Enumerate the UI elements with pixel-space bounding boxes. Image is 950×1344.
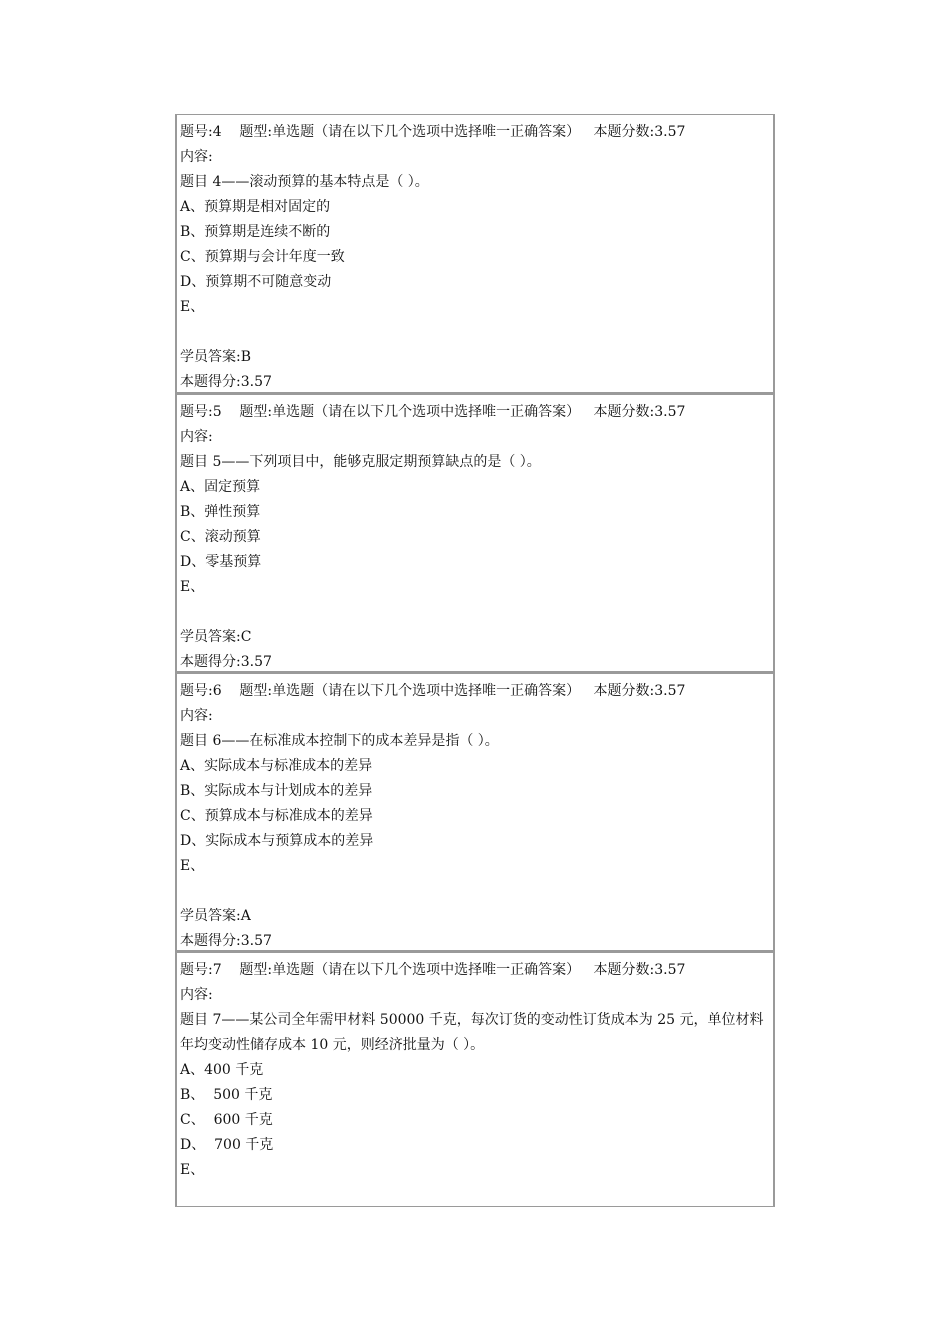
question-stem: 题目 6——在标准成本控制下的成本差异是指（ ）。 <box>180 733 499 749</box>
student-answer: 学员答案:A <box>180 908 251 924</box>
question-list <box>175 114 775 1207</box>
option-c: C、预算成本与标准成本的差异 <box>180 808 373 824</box>
question-block-5 <box>175 393 775 672</box>
option-d: D、 700 千克 <box>180 1137 274 1153</box>
spacer <box>180 600 773 625</box>
option-a: A、400 千克 <box>180 1062 264 1078</box>
option-d: D、实际成本与预算成本的差异 <box>180 833 374 849</box>
option-b: B、实际成本与计划成本的差异 <box>180 783 373 799</box>
option-b: B、预算期是连续不断的 <box>180 224 331 240</box>
student-answer: 学员答案:B <box>180 349 252 365</box>
option-d: D、零基预算 <box>180 554 262 570</box>
content-label: 内容: <box>180 708 213 724</box>
option-a: A、实际成本与标准成本的差异 <box>180 758 373 774</box>
option-c: C、预算期与会计年度一致 <box>180 249 345 265</box>
question-header: 题号:6 题型:单选题（请在以下几个选项中选择唯一正确答案） 本题分数:3.57 <box>180 683 686 699</box>
option-e: E、 <box>180 858 205 874</box>
question-score: 本题得分:3.57 <box>180 654 272 670</box>
question-score: 本题得分:3.57 <box>180 374 272 390</box>
spacer <box>180 879 773 904</box>
question-stem: 题目 4——滚动预算的基本特点是（ ）。 <box>180 174 429 190</box>
question-stem: 题目 5——下列项目中，能够克服定期预算缺点的是（ ）。 <box>180 454 541 470</box>
option-c: C、 600 千克 <box>180 1112 273 1128</box>
question-stem: 题目 7——某公司全年需甲材料 50000 千克，每次订货的变动性订货成本为 25 元，单位材料年均变动性储存成本 10 元，则经济批量为（ ）。 <box>180 1012 764 1053</box>
question-header: 题号:7 题型:单选题（请在以下几个选项中选择唯一正确答案） 本题分数:3.57 <box>180 962 686 978</box>
question-header: 题号:5 题型:单选题（请在以下几个选项中选择唯一正确答案） 本题分数:3.57 <box>180 404 686 420</box>
option-e: E、 <box>180 579 205 595</box>
option-a: A、固定预算 <box>180 479 261 495</box>
option-a: A、预算期是相对固定的 <box>180 199 331 215</box>
option-b: B、弹性预算 <box>180 504 261 520</box>
student-answer: 学员答案:C <box>180 629 252 645</box>
option-e: E、 <box>180 299 205 315</box>
question-block-7 <box>175 951 775 1207</box>
option-c: C、滚动预算 <box>180 529 261 545</box>
content-label: 内容: <box>180 429 213 445</box>
option-b: B、 500 千克 <box>180 1087 273 1103</box>
option-e: E、 <box>180 1162 205 1178</box>
question-header: 题号:4 题型:单选题（请在以下几个选项中选择唯一正确答案） 本题分数:3.57 <box>180 124 686 140</box>
question-block-4 <box>175 114 775 393</box>
question-block-6 <box>175 672 775 951</box>
option-d: D、预算期不可随意变动 <box>180 274 332 290</box>
spacer <box>180 320 773 345</box>
content-label: 内容: <box>180 987 213 1003</box>
content-label: 内容: <box>180 149 213 165</box>
question-score: 本题得分:3.57 <box>180 933 272 949</box>
